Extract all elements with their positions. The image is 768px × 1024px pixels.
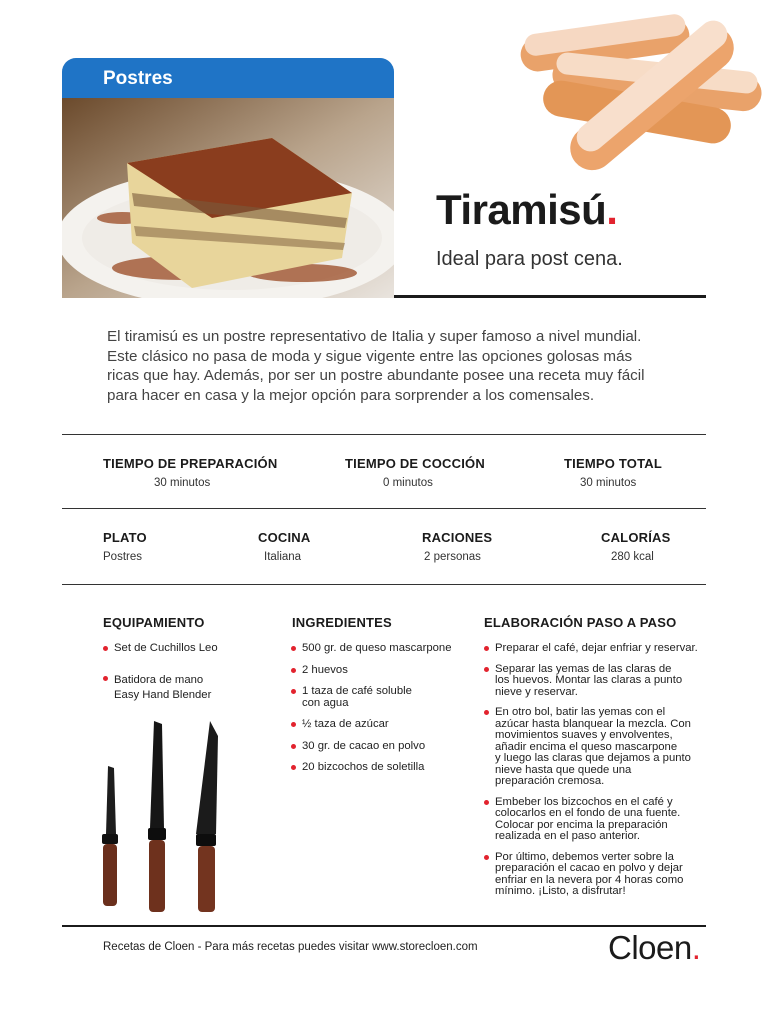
dish-value: Postres <box>103 551 142 563</box>
ingredients-heading: INGREDIENTES <box>292 615 392 630</box>
list-item: Set de Cuchillos Leo <box>103 643 273 655</box>
servings-label: RACIONES <box>422 530 493 545</box>
cook-time-label: TIEMPO DE COCCIÓN <box>345 456 485 471</box>
list-item: Por último, debemos verter sobre la preparación el cacao en polvo y dejar enfriar en la nevera por 4 horas como mínimo. ¡Listo, a disfrutar! <box>484 852 724 898</box>
list-item: Embeber los bizcochos en el café y colocarlos en el fondo de una fuente. Colocar por encima la preparación realizada en el paso anterior. <box>484 797 724 843</box>
list-item: Batidora de mano Easy Hand Blender <box>103 673 273 703</box>
ladyfinger-biscuits-image <box>512 6 768 186</box>
list-item: 2 huevos <box>291 665 471 677</box>
total-time-value: 30 minutos <box>580 477 637 489</box>
list-item: 1 taza de café soluble con agua <box>291 686 471 709</box>
list-item: 500 gr. de queso mascarpone <box>291 643 471 655</box>
ingredients-list <box>291 643 471 774</box>
divider <box>62 434 706 435</box>
equipment-heading: EQUIPAMIENTO <box>103 615 205 630</box>
total-time-label: TIEMPO TOTAL <box>564 456 662 471</box>
equipment-list <box>103 643 273 703</box>
intro-paragraph <box>107 327 677 405</box>
intro-line: Este clásico no pasa de moda y sigue vigente entre las opciones golosas más <box>107 347 633 365</box>
footer-text: Recetas de Cloen - Para más recetas puedes visitar www.storecloen.com <box>103 941 478 953</box>
divider <box>62 508 706 509</box>
category-label: Postres <box>62 58 394 98</box>
steps-heading: ELABORACIÓN PASO A PASO <box>484 615 677 630</box>
cook-time-value: 0 minutos <box>383 477 433 489</box>
cuisine-label: COCINA <box>258 530 311 545</box>
servings-value: 2 personas <box>424 551 481 563</box>
cuisine-value: Italiana <box>264 551 302 563</box>
calories-label: CALORÍAS <box>601 530 671 545</box>
intro-line: El tiramisú es un postre representativo de Italia y super famoso a nivel mundial. <box>107 328 642 345</box>
divider <box>62 584 706 585</box>
tiramisu-photo <box>62 98 394 298</box>
calories-value: 280 kcal <box>611 551 654 563</box>
list-item: 30 gr. de cacao en polvo <box>291 741 471 753</box>
intro-line: ricas que hay. Además, por ser un postre abundante posee una receta muy fácil <box>107 367 645 385</box>
brand-logo: Cloen. <box>608 929 701 966</box>
list-item: Separar las yemas de las claras de los huevos. Montar las claras a punto nieve y reservar. <box>484 664 724 699</box>
list-item: Preparar el café, dejar enfriar y reservar. <box>484 643 724 655</box>
title-divider <box>394 295 706 298</box>
recipe-title: Tiramisú. <box>436 186 618 233</box>
recipe-subtitle: Ideal para post cena. <box>436 248 623 270</box>
list-item: 20 bizcochos de soletilla <box>291 762 471 774</box>
prep-time-label: TIEMPO DE PREPARACIÓN <box>103 456 278 471</box>
list-item: ½ taza de azúcar <box>291 719 471 731</box>
prep-time-value: 30 minutos <box>154 477 211 489</box>
footer-divider <box>62 925 706 927</box>
steps-list <box>484 643 724 898</box>
dish-photo-card <box>62 58 394 298</box>
list-item: En otro bol, batir las yemas con el azúcar hasta blanquear la mezcla. Con movimientos suaves y envolventes, añadir encima el queso mascarpone y luego las claras que dejamos a punto nieve hasta que quede una preparación cremosa. <box>484 707 724 788</box>
dish-label: PLATO <box>103 530 147 545</box>
intro-line: para hacer en casa y la mejor opción para sorprender a los comensales. <box>107 386 595 404</box>
knife-set-image <box>96 716 236 916</box>
